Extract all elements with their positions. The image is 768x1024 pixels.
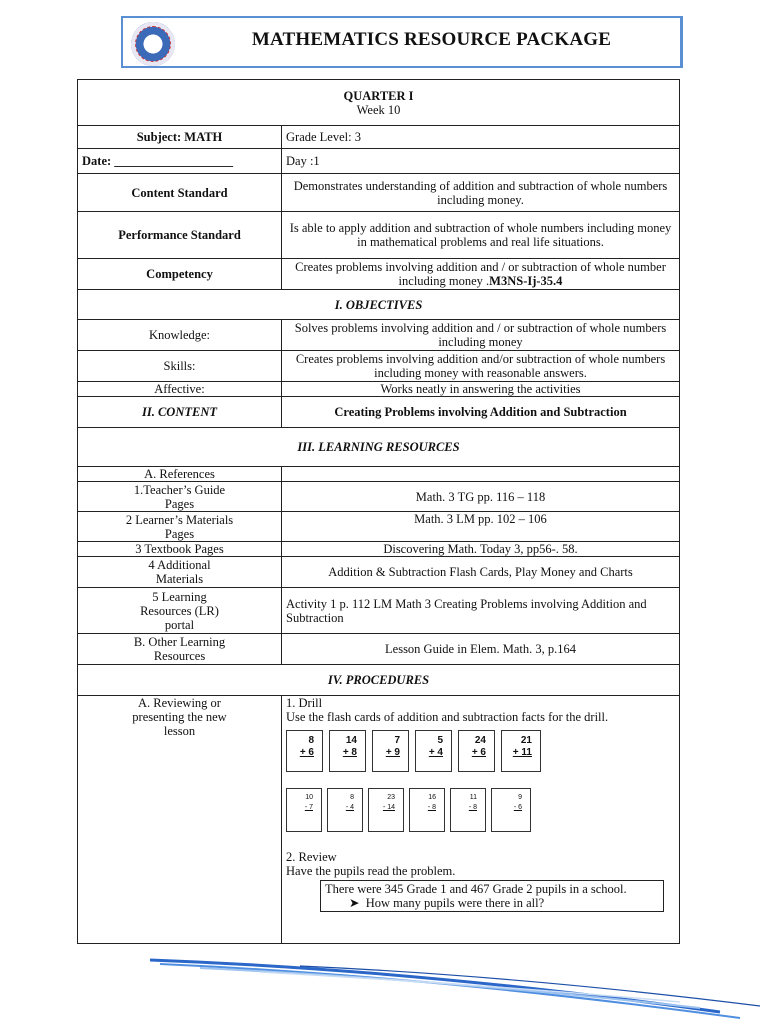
objectives-heading: I. OBJECTIVES — [78, 290, 680, 320]
addition-flash-cards — [286, 730, 675, 772]
textbook-pages-value: Discovering Math. Today 3, pp56-. 58. — [282, 542, 680, 557]
date-cell: Date: ___________________ — [78, 149, 282, 174]
flash-card: 24 + 6 — [458, 730, 495, 772]
knowledge-label: Knowledge: — [78, 320, 282, 351]
lr-portal-value: Activity 1 p. 112 LM Math 3 Creating Problems involving Addition and Subtraction — [282, 588, 680, 634]
subject-cell: Subject: MATH — [78, 126, 282, 149]
flash-card: 8 - 4 — [327, 788, 363, 832]
other-resources-label: B. Other Learning Resources — [78, 634, 282, 665]
references-label: A. References — [78, 467, 282, 482]
problem-question-item — [325, 896, 659, 910]
reviewing-lesson-label: A. Reviewing or presenting the new lesson — [78, 696, 282, 944]
drill-title: 1. Drill — [286, 696, 323, 710]
flash-card: 14 + 8 — [329, 730, 366, 772]
subtraction-flash-cards — [286, 788, 675, 832]
problem-question: How many pupils were there in all? — [365, 896, 545, 910]
arrow-bullet-icon: ➤ — [349, 896, 360, 910]
problem-box — [320, 880, 664, 912]
review-text: Have the pupils read the problem. — [286, 864, 456, 878]
competency-label: Competency — [78, 259, 282, 290]
flash-card: 10 - 7 — [286, 788, 322, 832]
reviewing-lesson-content — [282, 696, 680, 944]
page-title: MATHEMATICS RESOURCE PACKAGE — [251, 29, 612, 50]
flash-card: 16 - 8 — [409, 788, 445, 832]
content-standard-value: Demonstrates understanding of addition and subtraction of whole numbers including money. — [282, 174, 680, 212]
quarter-label: QUARTER I — [343, 88, 414, 103]
drill-text: Use the flash cards of addition and subtraction facts for the drill. — [286, 710, 609, 724]
flash-card: 21 + 11 — [501, 730, 541, 772]
procedures-heading: IV. PROCEDURES — [78, 665, 680, 696]
skills-value: Creates problems involving addition and/or subtraction of whole numbers including money with reasonable answers. — [282, 351, 680, 382]
competency-code: M3NS-Ij-35.4 — [489, 274, 563, 288]
content-heading: II. CONTENT — [78, 397, 282, 428]
flash-card: 23 - 14 — [368, 788, 404, 832]
quarter-cell — [78, 80, 680, 126]
other-resources-value: Lesson Guide in Elem. Math. 3, p.164 — [282, 634, 680, 665]
flash-card: 5 + 4 — [415, 730, 452, 772]
competency-value — [282, 259, 680, 290]
competency-text: Creates problems involving addition and / or subtraction of whole number including money . — [295, 260, 666, 288]
teachers-guide-value: Math. 3 TG pp. 116 – 118 — [282, 482, 680, 512]
flash-card: 9 - 6 — [491, 788, 531, 832]
review-title: 2. Review — [286, 850, 337, 864]
learners-materials-label: 2 Learner’s Materials Pages — [78, 512, 282, 542]
learning-resources-heading: III. LEARNING RESOURCES — [78, 428, 680, 467]
content-value: Creating Problems involving Addition and Subtraction — [282, 397, 680, 428]
page-header — [121, 16, 683, 68]
problem-text: There were 345 Grade 1 and 467 Grade 2 pupils in a school. — [325, 882, 627, 896]
flash-card: 11 - 8 — [450, 788, 486, 832]
performance-standard-value: Is able to apply addition and subtraction of whole numbers including money in mathematical problems and real life situations. — [282, 212, 680, 259]
footer-swoosh-decoration — [0, 950, 768, 1024]
references-value — [282, 467, 680, 482]
flash-card: 7 + 9 — [372, 730, 409, 772]
additional-materials-label: 4 Additional Materials — [78, 557, 282, 588]
affective-value: Works neatly in answering the activities — [282, 382, 680, 397]
knowledge-value: Solves problems involving addition and / or subtraction of whole numbers including money — [282, 320, 680, 351]
lesson-plan-table — [77, 79, 680, 944]
affective-label: Affective: — [78, 382, 282, 397]
lr-portal-label: 5 Learning Resources (LR) portal — [78, 588, 282, 634]
day-cell: Day :1 — [282, 149, 680, 174]
performance-standard-label: Performance Standard — [78, 212, 282, 259]
additional-materials-value: Addition & Subtraction Flash Cards, Play Money and Charts — [282, 557, 680, 588]
content-standard-label: Content Standard — [78, 174, 282, 212]
teachers-guide-label: 1.Teacher’s Guide Pages — [78, 482, 282, 512]
skills-label: Skills: — [78, 351, 282, 382]
learners-materials-value: Math. 3 LM pp. 102 – 106 — [282, 512, 680, 542]
flash-card: 8 + 6 — [286, 730, 323, 772]
week-label: Week 10 — [356, 102, 401, 117]
grade-level-cell: Grade Level: 3 — [282, 126, 680, 149]
textbook-pages-label: 3 Textbook Pages — [78, 542, 282, 557]
